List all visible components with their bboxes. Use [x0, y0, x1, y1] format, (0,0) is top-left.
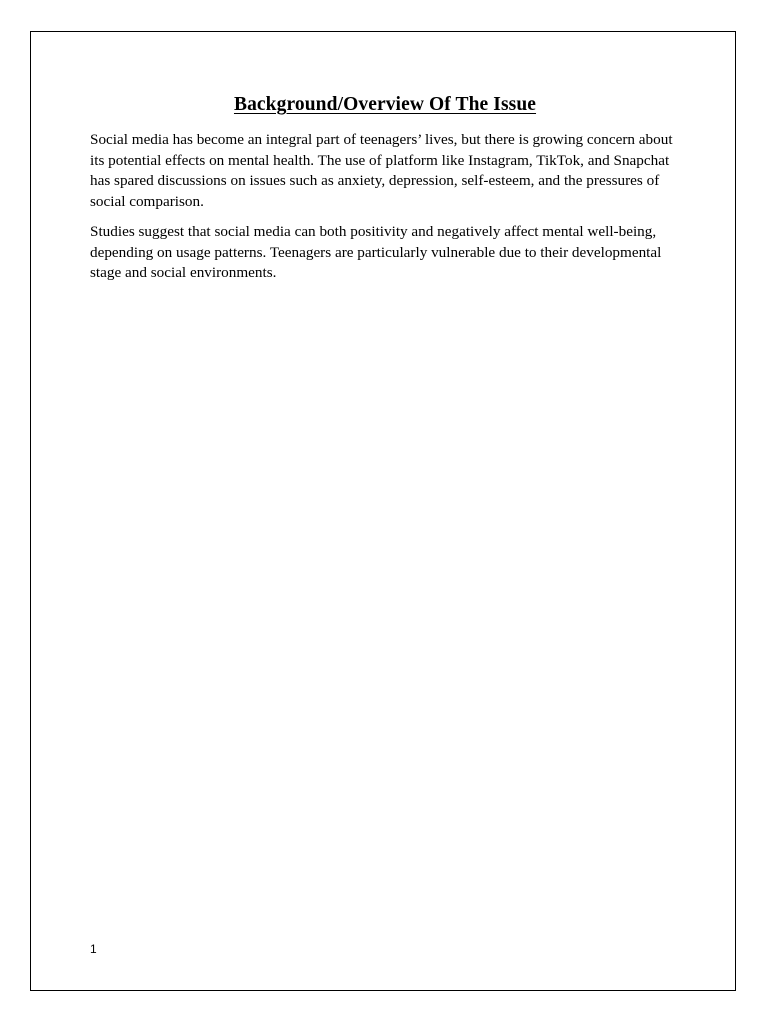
paragraph-2: Studies suggest that social media can both positivity and negatively affect mental well-being, depending on usage patterns. Teenagers are particularly vulnerable due to their developmental stage and social environments.	[90, 223, 662, 281]
page-number: 1	[90, 942, 97, 956]
page-content	[90, 92, 680, 284]
section-title: Background/Overview Of The Issue	[233, 94, 537, 115]
paragraph-1: Social media has become an integral part of teenagers’ lives, but there is growing concern about its potential effects on mental health. The use of platform like Instagram, TikTok, and Snapchat has spared discussions on issues such as anxiety, depression, self-esteem, and the pressures of social comparison.	[90, 131, 673, 210]
